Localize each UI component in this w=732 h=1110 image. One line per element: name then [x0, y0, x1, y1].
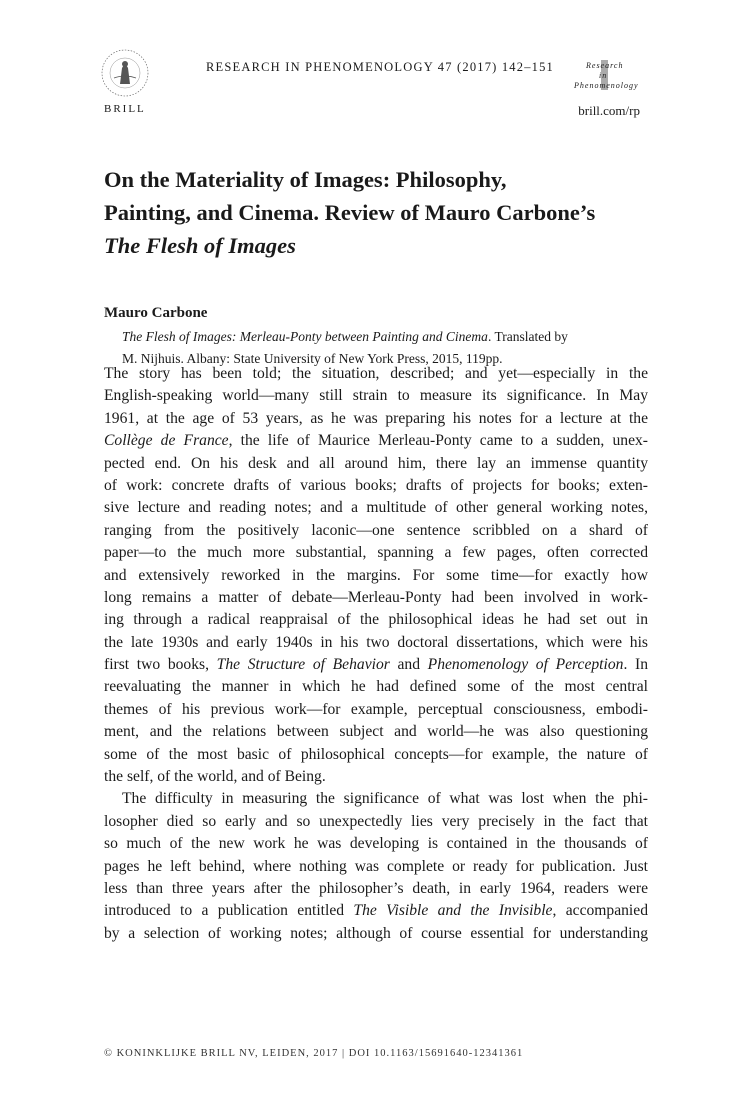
body-line: ing through a radical reappraisal of the philosophical ideas he had set out in: [104, 611, 648, 629]
brill-seal-logo: [100, 48, 150, 98]
body-line: reevaluating the manner in which he had defined some of the most central: [104, 678, 648, 696]
body-line: less than three years after the philosopher’s death, in early 1964, readers were: [104, 879, 648, 897]
journal-mark-line: Phenomenology: [574, 81, 639, 90]
book-title-italic: The Structure of Behavior: [216, 656, 390, 674]
title-line: Painting, and Cinema. Review of Mauro Carbone’s: [104, 200, 596, 225]
body-text: introduced to a publication entitled: [104, 902, 354, 920]
journal-site-link[interactable]: brill.com/rp: [578, 103, 640, 118]
body-text: , accompanied: [552, 902, 648, 920]
book-author: Mauro Carbone: [104, 305, 208, 321]
body-line: 1961, at the age of 53 years, as he was preparing his notes for a lecture at the: [104, 409, 648, 427]
body-line: pected end. On his desk and all around him, there lay an immense quantity: [104, 454, 648, 472]
journal-mark-line: in: [599, 71, 608, 80]
body-line: [104, 654, 648, 676]
publisher-name: BRILL: [104, 103, 146, 115]
body-line: of work: concrete drafts of various books; drafts of projects for books; exten-: [104, 476, 648, 494]
body-text: . In: [623, 656, 648, 674]
body-text: and: [389, 656, 428, 674]
article-title: [104, 163, 664, 262]
book-title: The Flesh of Images: Merleau-Ponty between Painting and Cinema: [122, 329, 488, 344]
body-line: [104, 430, 648, 452]
body-line: themes of his previous work—for example, perceptual consciousness, embodi-: [104, 700, 648, 718]
italic-term: Collège de France: [104, 432, 229, 450]
body-text: first two books,: [104, 656, 217, 674]
journal-mark-line: Research: [586, 61, 624, 70]
body-line: The difficulty in measuring the significance of what was lost when the phi-: [122, 790, 648, 808]
body-line: paper—to the much more substantial, spanning a few pages, often corrected: [104, 544, 648, 562]
body-line: so much of the new work he was developing is contained in the thousands of: [104, 835, 648, 853]
body-line: the self, of the world, and of Being.: [104, 768, 326, 786]
body-line: ment, and the relations between subject and world—he was also questioning: [104, 723, 648, 741]
body-line: [104, 900, 648, 922]
body-line: the late 1930s and early 1940s in his two doctoral dissertations, which were his: [104, 633, 648, 651]
body-line: The story has been told; the situation, described; and yet—especially in the: [104, 365, 648, 382]
article-body: [104, 363, 648, 945]
body-line: long remains a matter of debate—Merleau-Ponty had been involved in work-: [104, 588, 648, 606]
body-line: English-speaking world—many still strain to measure its significance. In May: [104, 387, 648, 405]
running-head: RESEARCH IN PHENOMENOLOGY 47 (2017) 142–151: [206, 60, 555, 74]
body-line: sive lecture and reading notes; and a multitude of other general working notes,: [104, 499, 648, 517]
body-text: , the life of Maurice Merleau-Ponty came to a sudden, unex-: [228, 432, 648, 450]
body-line: by a selection of working notes; although of course essential for understanding: [104, 924, 648, 942]
book-details: . Translated by: [487, 329, 568, 344]
journal-mark: [572, 58, 648, 98]
book-details: M. Nijhuis. Albany: State University of New York Press, 2015, 119pp.: [122, 351, 503, 366]
title-line: On the Materiality of Images: Philosophy,: [104, 167, 507, 192]
body-line: some of the most basic of philosophical concepts—for example, the nature of: [104, 745, 648, 763]
book-title-italic: The Visible and the Invisible: [353, 902, 553, 920]
body-line: pages he left behind, where nothing was complete or ready for publication. Just: [104, 857, 648, 875]
body-line: and extensively reworked in the margins. For some time—for exactly how: [104, 566, 648, 584]
book-title-italic: Phenomenology of Perception: [427, 656, 624, 674]
title-line-italic: The Flesh of Images: [104, 233, 296, 258]
copyright-footer: © KONINKLIJKE BRILL NV, LEIDEN, 2017 | DOI 10.1163/15691640-12341361: [104, 1048, 524, 1059]
body-line: losopher died so early and so unexpectedly lies very precisely in the fact that: [104, 812, 648, 830]
body-line: ranging from the positively laconic—one sentence scribbled on a shard of: [104, 521, 648, 539]
